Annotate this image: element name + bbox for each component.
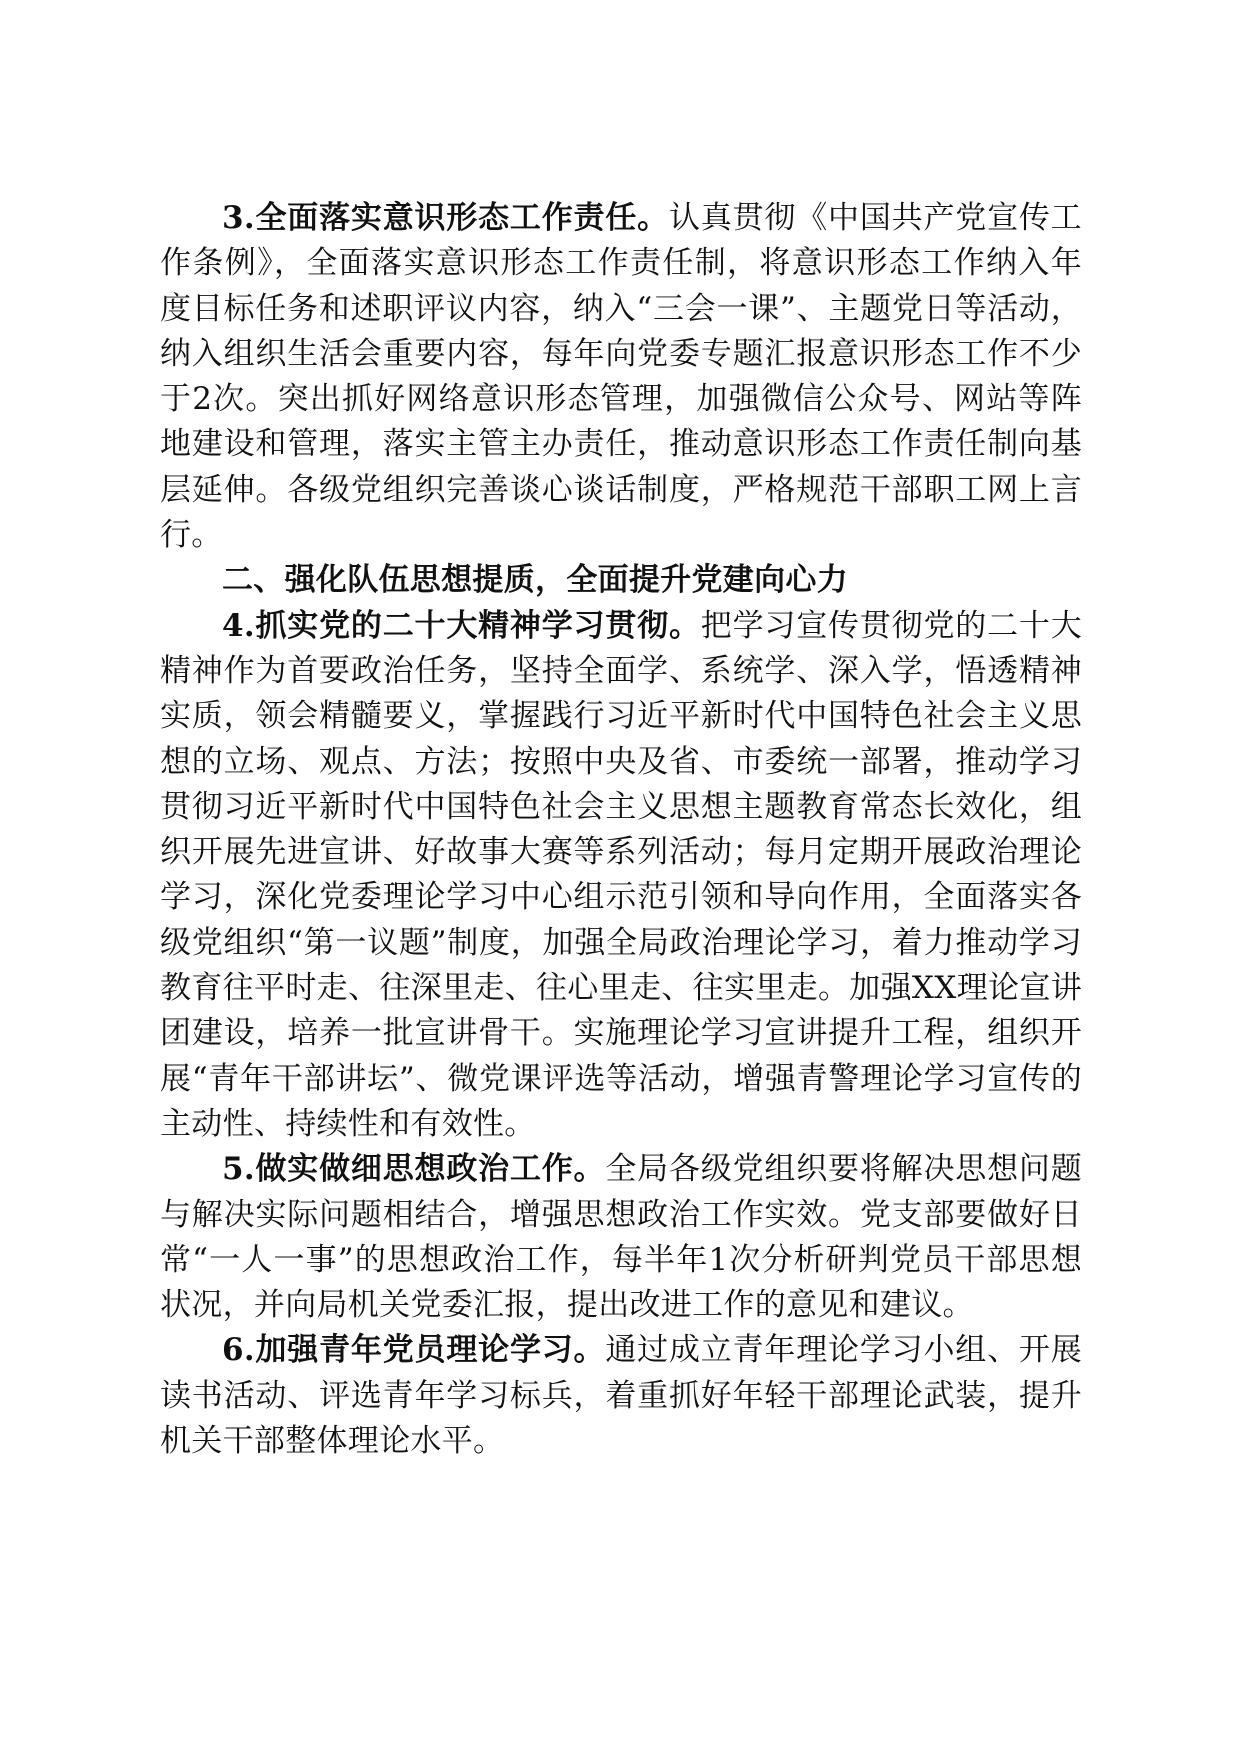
paragraph-5 xyxy=(160,1147,1082,1328)
paragraph-3 xyxy=(160,196,1082,558)
paragraph-4-lead: 4.抓实党的二十大精神学习贯彻。 xyxy=(222,607,701,644)
section-2-heading: 二、强化队伍思想提质，全面提升党建向心力 xyxy=(222,562,848,599)
paragraph-6-lead: 6.加强青年党员理论学习。 xyxy=(222,1332,606,1369)
paragraph-6 xyxy=(160,1328,1082,1464)
document-page xyxy=(160,196,1082,1464)
paragraph-5-lead: 5.做实做细思想政治工作。 xyxy=(222,1151,606,1188)
paragraph-4 xyxy=(160,604,1082,1148)
paragraph-3-lead: 3.全面落实意识形态工作责任。 xyxy=(222,200,669,236)
paragraph-3-body: 认真贯彻《中国共产党宣传工作条例》，全面落实意识形态工作责任制，将意识形态工作纳入年度目标任务和述职评议内容，纳入“三会一课”、主题党日等活动，纳入组织生活会重要内容，每年向党委专题汇报意识形态工作不少于2次。突出抓好网络意识形态管理，加强微信公众号、网站等阵地建设和管理，落实主管主办责任，推动意识形态工作责任制向基层延伸。各级党组织完善谈心谈话制度，严格规范干部职工网上言行。 xyxy=(160,200,1082,554)
paragraph-4-body: 把学习宣传贯彻党的二十大精神作为首要政治任务，坚持全面学、系统学、深入学，悟透精神实质，领会精髓要义，掌握践行习近平新时代中国特色社会主义思想的立场、观点、方法；按照中央及省、市委统一部署，推动学习贯彻习近平新时代中国特色社会主义思想主题教育常态长效化，组织开展先进宣讲、好故事大赛等系列活动；每月定期开展政治理论学习，深化党委理论学习中心组示范引领和导向作用，全面落实各级党组织“第一议题”制度，加强全局政治理论学习，着力推动学习教育往平时走、往深里走、往心里走、往实里走。加强XX理论宣讲团建设，培养一批宣讲骨干。实施理论学习宣讲提升工程，组织开展“青年干部讲坛”、微党课评选等活动，增强青警理论学习宣传的主动性、持续性和有效性。 xyxy=(160,607,1082,1142)
paragraph-5-body: 全局各级党组织要将解决思想问题与解决实际问题相结合，增强思想政治工作实效。党支部要做好日常“一人一事”的思想政治工作，每半年1次分析研判党员干部思想状况，并向局机关党委汇报，提出改进工作的意见和建议。 xyxy=(160,1151,1082,1324)
paragraph-6-body: 通过成立青年理论学习小组、开展读书活动、评选青年学习标兵，着重抓好年轻干部理论武装，提升机关干部整体理论水平。 xyxy=(160,1332,1082,1460)
